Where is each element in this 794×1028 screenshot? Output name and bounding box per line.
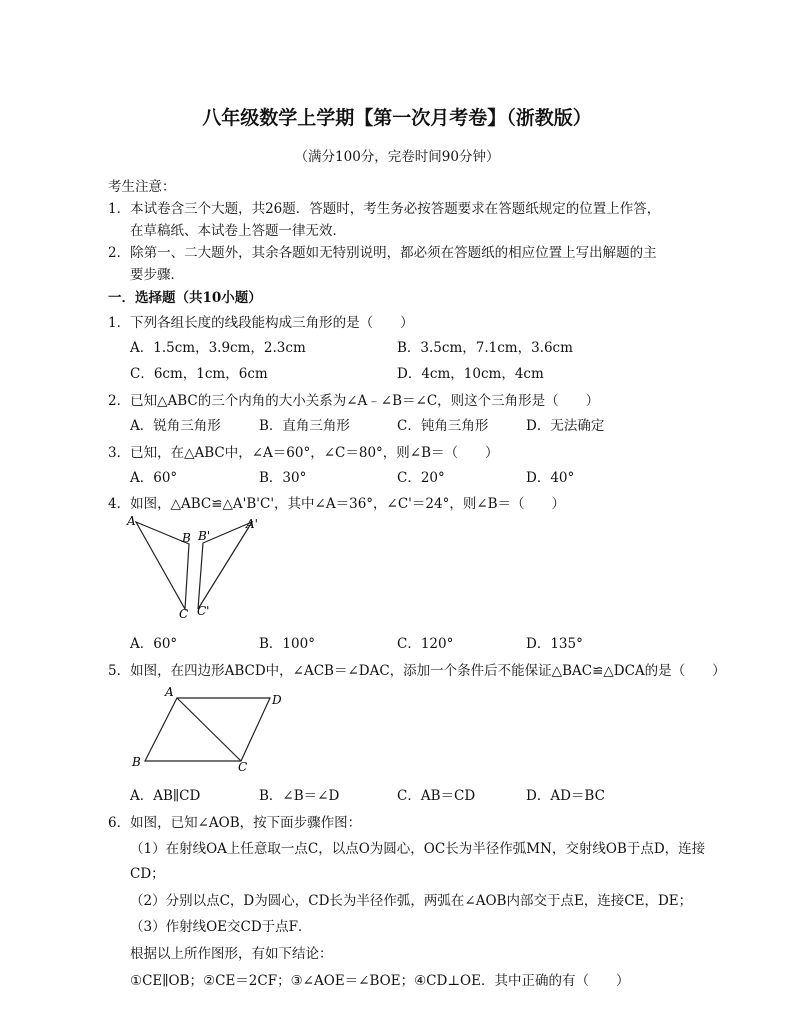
question-2-option-a[interactable]: A．锐角三角形 [130,418,221,434]
label-c: C [238,760,248,774]
question-6-step-1-line-1: （1）在射线OA上任意取一点C，以点O为圆心，OC长为半径作弧MN，交射线OB于点D，连接 [130,841,706,857]
label-b-prime: B' [198,529,211,543]
question-5-option-d[interactable]: D．AD＝BC [526,788,605,804]
label-b: B [132,755,141,769]
question-5-figure [125,684,290,776]
label-a: A [127,514,136,528]
question-5-option-a[interactable]: A．AB∥CD [130,788,201,804]
label-d: D [272,693,282,707]
question-1-stem: 1．下列各组长度的线段能构成三角形的是（ ） [108,315,414,331]
label-a-prime: A' [246,517,258,531]
question-5-stem: 5．如图，在四边形ABCD中，∠ACB＝∠DAC，添加一个条件后不能保证△BAC≌△DCA的是（ ） [108,663,726,679]
notice-heading: 考生注意： [108,179,176,195]
notice-item-1-line-2: 在草稿纸、本试卷上答题一律无效． [130,223,346,239]
page-subtitle: （满分100分，完卷时间90分钟） [294,149,500,165]
question-1-option-b[interactable]: B．3.5cm，7.1cm，3.6cm [397,340,573,356]
label-c-prime: C' [197,604,210,618]
question-1-option-d[interactable]: D．4cm，10cm，4cm [397,366,544,382]
label-c: C [179,607,189,621]
question-3-option-c[interactable]: C．20° [397,470,445,486]
question-4-figure [118,512,268,624]
notice-item-1-line-1: 1．本试卷含三个大题，共26题．答题时，考生务必按答题要求在答题纸规定的位置上作答， [108,201,661,217]
label-a: A [165,685,174,699]
question-4-option-a[interactable]: A．60° [130,636,178,652]
question-6-intro: 根据以上所作图形，有如下结论： [130,946,333,962]
section-heading: 一．选择题（共10小题） [108,290,262,306]
question-2-option-b[interactable]: B．直角三角形 [259,418,350,434]
question-3-option-b[interactable]: B．30° [259,470,307,486]
page-title: 八年级数学上学期【第一次月考卷】（浙教版） [202,107,592,129]
question-4-option-d[interactable]: D．135° [526,636,583,652]
question-5-option-c[interactable]: C．AB＝CD [397,788,476,804]
question-4-stem: 4．如图，△ABC≌△A'B'C'，其中∠A＝36°，∠C'＝24°，则∠B＝（ ） [108,496,566,512]
question-2-option-d[interactable]: D．无法确定 [526,418,605,434]
question-4-option-c[interactable]: C．120° [397,636,454,652]
question-3-option-a[interactable]: A．60° [130,470,178,486]
question-6-step-3: （3）作射线OE交CD于点F． [130,919,312,935]
question-2-option-c[interactable]: C．钝角三角形 [397,418,489,434]
quadrilateral-abcd [145,698,270,761]
question-1-option-a[interactable]: A．1.5cm，3.9cm，2.3cm [130,340,306,356]
question-5-option-b[interactable]: B．∠B＝∠D [259,788,340,804]
question-6-step-1-line-2: CD； [130,866,165,882]
label-b: B [182,531,191,545]
question-6-step-2: （2）分别以点C，D为圆心，CD长为半径作弧，两弧在∠AOB内部交于点E，连接CE，DE； [130,893,693,909]
question-6-stem: 6．如图，已知∠AOB，按下面步骤作图： [108,815,362,831]
question-1-option-c[interactable]: C．6cm，1cm，6cm [130,366,268,382]
diagonal-ac [177,698,241,761]
question-2-stem: 2．已知△ABC的三个内角的大小关系为∠A﹣∠B＝∠C，则这个三角形是（ ） [108,393,600,409]
question-3-stem: 3．已知，在△ABC中，∠A＝60°，∠C＝80°，则∠B＝（ ） [108,445,499,461]
notice-item-2-line-2: 要步骤． [130,267,184,283]
notice-item-2-line-1: 2．除第一、二大题外，其余各题如无特别说明，都必须在答题纸的相应位置上写出解题的主 [108,245,657,261]
question-3-option-d[interactable]: D．40° [526,470,575,486]
question-4-option-b[interactable]: B．100° [259,636,315,652]
question-6-conclusions: ①CE∥OB；②CE＝2CF；③∠AOE＝∠BOE；④CD⊥OE．其中正确的有（ ） [130,973,630,989]
